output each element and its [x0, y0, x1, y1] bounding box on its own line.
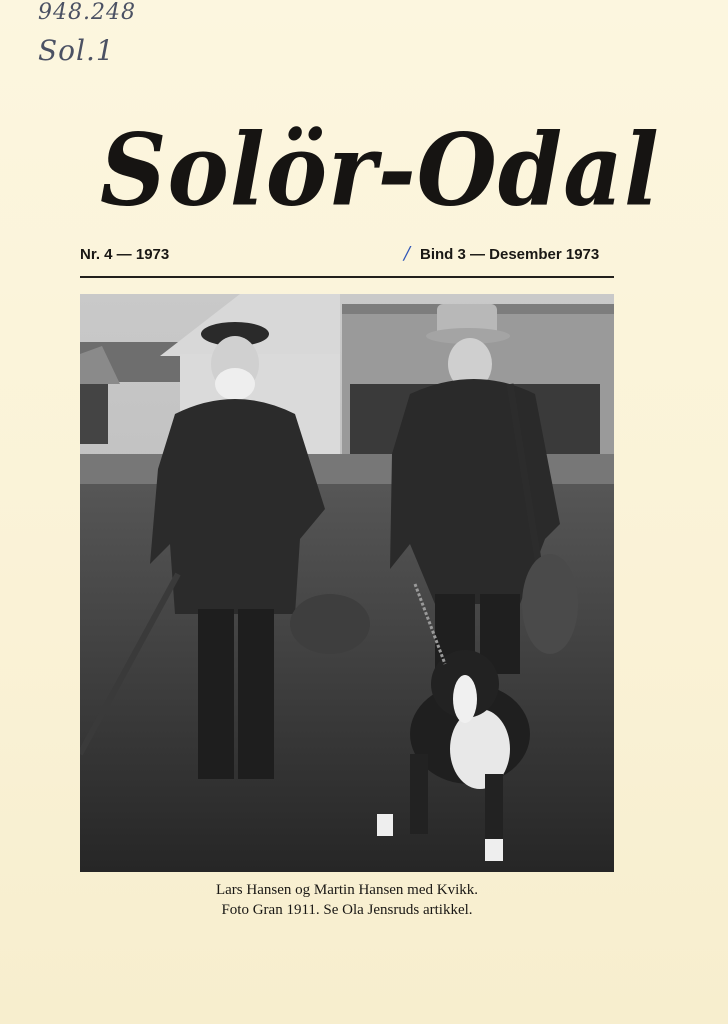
masthead-title: Solör-Odal [100, 111, 660, 229]
photo-caption [80, 880, 614, 920]
caption-line-2: Foto Gran 1911. Se Ola Jensruds artikkel. [221, 902, 473, 918]
pen-mark: / [404, 243, 411, 264]
masthead [80, 100, 660, 240]
caption-line-1: Lars Hansen og Martin Hansen med Kvikk. [215, 882, 479, 898]
handwritten-catalog-number: 948.248 [38, 0, 136, 25]
volume-date: Bind 3 — Desember 1973 [420, 246, 600, 263]
header-rule [80, 276, 614, 278]
issue-number: Nr. 4 — 1973 [80, 246, 170, 263]
photograph-icon [80, 294, 614, 872]
cover-photograph [80, 294, 614, 872]
handwritten-shelf-mark: Sol.1 [38, 34, 115, 67]
